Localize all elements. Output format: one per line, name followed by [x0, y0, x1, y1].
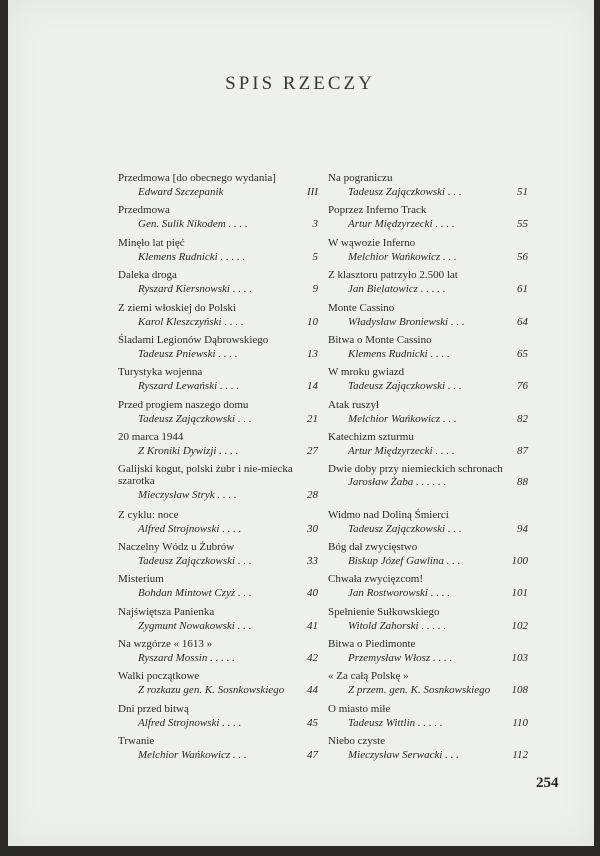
toc-entry	[328, 702, 528, 734]
toc-entry	[328, 734, 528, 766]
toc-entry-author	[328, 554, 528, 568]
toc-entry-author-text: Ryszard Mossin . . . . .	[138, 652, 235, 665]
toc-entry-title: Chwała zwycięzcom!	[328, 573, 423, 586]
toc-entry-author	[328, 379, 528, 393]
toc-entry	[118, 572, 318, 604]
toc-entry-page: 10	[307, 315, 318, 328]
toc-entry-title: W wąwozie Inferno	[328, 236, 416, 249]
toc-entry-title: Dni przed bitwą	[118, 702, 189, 715]
toc-entry-author-text: Z rozkazu gen. K. Sosnkowskiego	[138, 684, 285, 697]
toc-entry	[118, 301, 318, 333]
toc-entry	[328, 463, 528, 508]
toc-entry	[118, 268, 318, 300]
toc-entry-page: 82	[517, 412, 528, 425]
toc-entry-author	[328, 185, 528, 199]
toc-entry-author	[118, 716, 318, 730]
toc-entry-title: Walki początkowe	[118, 670, 200, 683]
toc-entry-author-text: Z przem. gen. K. Sosnkowskiego	[348, 684, 491, 697]
toc-entry	[328, 301, 528, 333]
toc-entry-title: Na pograniczu	[328, 172, 393, 184]
toc-entry-author-text: Edward Szczepanik	[138, 186, 224, 198]
toc-entry-author	[118, 651, 318, 665]
toc-entry	[328, 508, 528, 540]
toc-entry	[328, 669, 528, 701]
toc-entry-author	[328, 748, 528, 762]
toc-entry-author	[118, 554, 318, 568]
toc-entry	[118, 463, 318, 508]
toc-entry-title: Bóg dał zwycięstwo	[328, 540, 418, 553]
toc-entry	[118, 430, 318, 462]
toc-entry-page: 21	[307, 412, 318, 425]
toc-entry-page: 28	[307, 488, 318, 501]
toc-entry-page: 56	[517, 250, 528, 263]
toc-entry-author-text: Mieczysław Stryk . . . .	[138, 488, 237, 501]
toc-entry-title: Spełnienie Sułkowskiego	[328, 605, 440, 618]
toc-entry-author-text: Bohdan Mintowt Czyż . . .	[138, 587, 252, 600]
toc-entry	[328, 637, 528, 669]
toc-entry	[328, 540, 528, 572]
toc-entry-page: 47	[307, 749, 318, 762]
toc-entry-author-text: Zygmunt Nowakowski . . .	[138, 619, 252, 632]
toc-entry-author-text: Alfred Strojnowski . . . .	[138, 716, 242, 729]
toc-entry-author-text: Gen. Sulik Nikodem . . . .	[138, 218, 248, 231]
toc-entry-page: 102	[511, 619, 528, 632]
toc-entry-author-text: Artur Międzyrzecki . . . .	[348, 218, 455, 231]
toc-entry-author-text: Klemens Rudnicki . . . . .	[138, 250, 246, 263]
toc-entry-title: Naczelny Wódz u Żubrów	[118, 540, 235, 553]
toc-entry-page: 103	[511, 652, 528, 665]
toc-entry-author	[328, 586, 528, 600]
toc-entry	[118, 171, 318, 203]
toc-entry-author-text: Tadeusz Zajączkowski . . .	[348, 186, 462, 198]
toc-entry	[118, 508, 318, 540]
toc-entry-title: Katechizm szturmu	[328, 431, 414, 444]
page-number: 254	[536, 775, 559, 791]
toc-entry-author-text: Klemens Rudnicki . . . .	[348, 347, 450, 360]
toc-entry-author	[118, 185, 318, 199]
toc-entry-author	[118, 444, 318, 458]
toc-entry-page: III	[307, 186, 318, 198]
toc-entry-author	[328, 716, 528, 730]
toc-entry-page: 61	[517, 283, 528, 296]
toc-entry-author	[328, 651, 528, 665]
toc-entry-author-text: Melchior Wańkowicz . . .	[348, 412, 457, 425]
toc-entry-title: Śladami Legionów Dąbrowskiego	[118, 333, 269, 346]
toc-entry-author	[118, 347, 318, 361]
toc-entry-author-text: Melchior Wańkowicz . . .	[348, 250, 457, 263]
toc-entry-title: Przedmowa	[118, 204, 170, 217]
toc-entry-title: Widmo nad Doliną Śmierci	[328, 508, 449, 521]
toc-entry-page: 5	[312, 250, 318, 263]
toc-entry-title: Atak ruszył	[328, 398, 380, 411]
toc-entry-author	[328, 347, 528, 361]
toc-entry-title: « Za całą Polskę »	[328, 670, 409, 683]
toc-entry-author-text: Biskup Józef Gawlina . . .	[348, 554, 461, 567]
toc-entry-title: O miasto miłe	[328, 702, 391, 715]
toc-entry-author	[118, 522, 318, 536]
toc-entry-page: 100	[511, 554, 528, 567]
toc-entry	[328, 171, 528, 203]
toc-entry	[328, 333, 528, 365]
toc-entry-author	[328, 522, 528, 536]
toc-entry	[328, 572, 528, 604]
toc-entry-author	[118, 683, 318, 697]
toc-entry-author-text: Tadeusz Zajączkowski . . .	[138, 554, 252, 567]
toc-entry-title: Z ziemi włoskiej do Polski	[118, 301, 236, 314]
toc-entry-author-text: Karol Kleszczyński . . . .	[138, 315, 244, 328]
toc-entry-author	[118, 315, 318, 329]
toc-entry	[118, 702, 318, 734]
toc-entry-page: 76	[517, 380, 528, 393]
toc-entry-title: Przedmowa [do obecnego wydania]	[118, 172, 276, 184]
toc-entry-author-text: Tadeusz Pniewski . . . .	[138, 347, 238, 360]
toc-entry	[118, 605, 318, 637]
toc-entry-author-text: Melchior Wańkowicz . . .	[138, 749, 247, 762]
toc-entry-page: 27	[307, 445, 318, 458]
toc-entry-author-text: Tadeusz Zajączkowski . . .	[138, 412, 252, 425]
toc-entry-title: 20 marca 1944	[118, 431, 184, 444]
toc-entry	[328, 398, 528, 430]
toc-entry	[118, 637, 318, 669]
toc-entry-author	[118, 250, 318, 264]
toc-entry-page: 14	[307, 380, 318, 393]
toc-entry-author	[118, 379, 318, 393]
toc-entry	[328, 605, 528, 637]
toc-entry-author	[328, 619, 528, 633]
toc-entry-title: Poprzez Inferno Track	[328, 204, 427, 217]
toc-entry-page: 45	[307, 716, 318, 729]
toc-entry-author	[118, 586, 318, 600]
toc-entry-title: Najświętsza Panienka	[118, 605, 215, 618]
toc-entry-page: 65	[517, 347, 528, 360]
toc-entry-author-text: Tadeusz Wittlin . . . . .	[348, 716, 443, 729]
toc-entry-author	[118, 619, 318, 633]
toc-entry-page: 87	[517, 445, 528, 458]
toc-entry-page: 42	[307, 652, 318, 665]
toc-entry-title: Turystyka wojenna	[118, 366, 203, 379]
toc-entry-title: Z cyklu: noce	[118, 508, 179, 521]
toc-entry-page: 94	[517, 522, 528, 535]
toc-entry-author-text: Tadeusz Zajączkowski . . .	[348, 522, 462, 535]
toc-entry	[118, 333, 318, 365]
toc-entry-page: 51	[517, 186, 528, 198]
toc-entry-author	[328, 250, 528, 264]
toc-entry-title: Z klasztoru patrzyło 2.500 lat	[328, 269, 458, 282]
toc-entry-page: 9	[312, 283, 318, 296]
toc-column-right	[328, 171, 528, 767]
toc-entry	[118, 236, 318, 268]
toc-entry	[328, 203, 528, 235]
toc-entry-page: 88	[517, 476, 528, 489]
toc-entry-author-text: Z Kroniki Dywizji . . . .	[138, 445, 239, 458]
toc-entry-author-text: Władysław Broniewski . . .	[348, 315, 465, 328]
toc-entry-author	[328, 217, 528, 231]
toc-entry	[118, 365, 318, 397]
toc-entry-page: 64	[517, 315, 528, 328]
toc-entry-title: Dwie doby przy niemieckich schronach	[328, 462, 503, 475]
toc-entry-page: 13	[307, 347, 318, 360]
toc-column-left	[118, 171, 318, 767]
toc-entry	[118, 203, 318, 235]
toc-entry-author-text: Jan Bielatowicz . . . . .	[348, 283, 446, 296]
toc-entry	[328, 236, 528, 268]
toc-entry	[328, 268, 528, 300]
toc-entry-page: 55	[517, 218, 528, 231]
toc-entry-title: Przed progiem naszego domu	[118, 398, 249, 411]
toc-entry-page: 30	[307, 522, 318, 535]
toc-entry	[118, 734, 318, 766]
toc-entry-title: Daleka droga	[118, 269, 177, 282]
toc-entry-author-text: Artur Międzyrzecki . . . .	[348, 445, 455, 458]
toc-entry-title: Minęło lat pięć	[118, 236, 185, 249]
toc-entry-page: 44	[307, 684, 318, 697]
toc-entry-author	[118, 748, 318, 762]
toc-entry	[118, 669, 318, 701]
toc-entry-author-text: Jan Rostworowski . . . .	[348, 587, 450, 600]
toc-entry-page: 41	[307, 619, 318, 632]
toc-entry	[118, 540, 318, 572]
toc-entry-author	[118, 412, 318, 426]
toc-entry-title: Bitwa o Piedimonte	[328, 638, 416, 651]
toc-entry	[118, 398, 318, 430]
toc-entry-page: 33	[307, 554, 318, 567]
toc-entry-author-text: Jarosław Żaba . . . . . .	[348, 476, 447, 489]
toc-entry-author-text: Witold Zahorski . . . . .	[348, 619, 447, 632]
toc-entry-title: Misterium	[118, 573, 164, 586]
toc-entry-title: W mroku gwiazd	[328, 366, 405, 379]
toc-entry-title: Na wzgórze « 1613 »	[118, 638, 213, 651]
toc-entry-author	[118, 217, 318, 231]
toc-entry-author	[118, 282, 318, 296]
toc-entry-title: Galijski kogut, polski żubr i nie-miecka szarotka	[118, 462, 293, 488]
toc-entry-author	[118, 488, 318, 502]
toc-entry-page: 40	[307, 587, 318, 600]
toc-entry-author	[328, 315, 528, 329]
toc-entry-author-text: Tadeusz Zajączkowski . . .	[348, 380, 462, 393]
toc-entry-title: Bitwa o Monte Cassino	[328, 333, 432, 346]
toc-entry-author	[328, 282, 528, 296]
toc-entry-author	[328, 444, 528, 458]
toc-entry-page: 110	[512, 716, 528, 729]
page-title: SPIS RZECZY	[225, 73, 375, 94]
toc-entry-page: 101	[511, 587, 528, 600]
toc-entry-page: 108	[511, 684, 528, 697]
toc-entry-author-text: Ryszard Lewański . . . .	[138, 380, 240, 393]
toc-entry-author-text: Ryszard Kiersnowski . . . .	[138, 283, 252, 296]
toc-entry-author-text: Przemysław Włosz . . . .	[348, 652, 453, 665]
toc-entry-author	[328, 412, 528, 426]
toc-entry-title: Monte Cassino	[328, 301, 395, 314]
toc-entry	[328, 430, 528, 462]
toc-entry-author-text: Alfred Strojnowski . . . .	[138, 522, 242, 535]
toc-entry-author	[328, 683, 528, 697]
toc-entry-title: Niebo czyste	[328, 735, 386, 748]
toc-entry-page: 112	[512, 749, 528, 762]
toc-entry-title: Trwanie	[118, 735, 155, 748]
toc-entry-author-text: Mieczysław Serwacki . . .	[348, 749, 459, 762]
toc-entry-author	[328, 475, 528, 489]
toc-entry	[328, 365, 528, 397]
toc-entry-page: 3	[312, 218, 318, 231]
